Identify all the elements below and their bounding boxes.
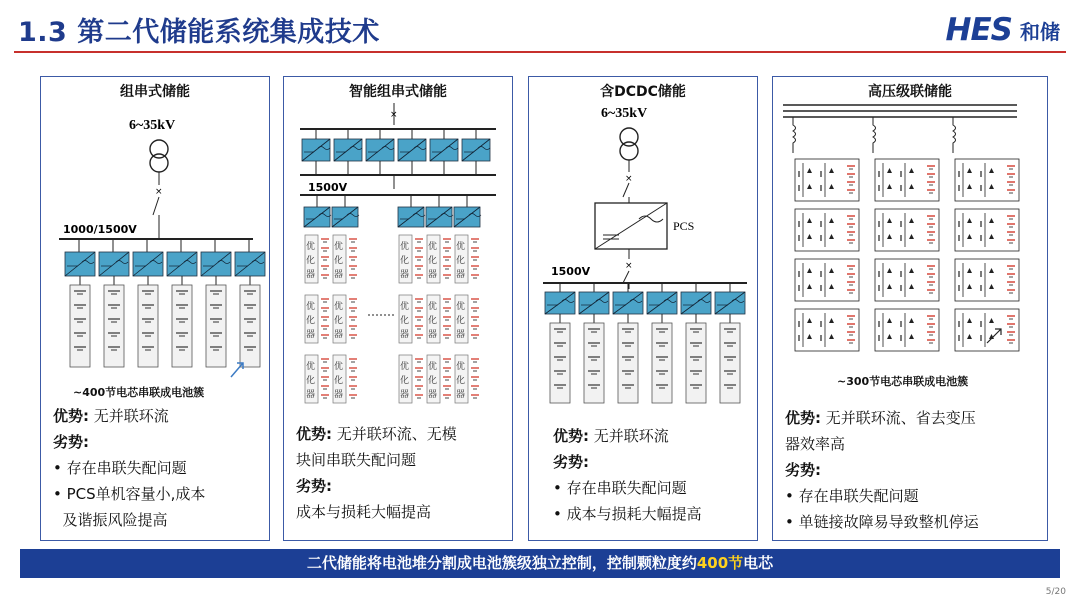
- optimizer-grid: [305, 235, 479, 403]
- panel-cascade-storage: [772, 76, 1048, 541]
- voltage-label: 6~35kV: [601, 106, 648, 121]
- optimizer-label: 器: [306, 270, 316, 280]
- dcdc-row: [545, 283, 745, 314]
- dis-label: 劣势:: [553, 453, 589, 471]
- dis-label: 劣势:: [785, 461, 821, 479]
- pcs-row: [65, 239, 265, 276]
- panel-title: 含DCDC储能: [600, 84, 686, 100]
- adv-text: 无并联环流、无模: [336, 425, 457, 443]
- dis-label: 劣势:: [53, 433, 89, 451]
- optimizer-label: 器: [428, 270, 438, 280]
- optimizer-label: 化: [456, 376, 466, 386]
- string-storage-diagram: [41, 77, 271, 407]
- optimizer-label: 化: [334, 256, 344, 266]
- optimizer-label: 器: [334, 270, 344, 280]
- dis-item: • 存在串联失配问题: [53, 459, 187, 477]
- panel-title: 智能组串式储能: [349, 84, 447, 100]
- optimizer-label: 优: [456, 302, 466, 312]
- optimizer-label: 化: [306, 256, 316, 266]
- inductor-icon: [873, 117, 876, 153]
- smart-string-diagram: [284, 77, 514, 422]
- cascade-diagram: [773, 77, 1049, 377]
- adv-text: 无并联环流、省去变压: [825, 409, 976, 427]
- optimizer-label: 优: [306, 362, 316, 372]
- cluster-caption: ~300节电芯串联成电池簇: [837, 375, 969, 388]
- battery-pack: [584, 323, 604, 403]
- panel-smart-string-storage: [283, 76, 513, 541]
- panel-dcdc-storage: [528, 76, 758, 541]
- inductor-icon: [793, 117, 796, 153]
- transformer-icon: [620, 142, 638, 160]
- bus-label: 1000/1500V: [63, 223, 137, 236]
- dis-item: • PCS单机容量小,成本: [53, 485, 206, 503]
- optimizer-label: 器: [428, 330, 438, 340]
- optimizer-label: 化: [428, 256, 438, 266]
- breaker-icon: ×: [625, 261, 633, 271]
- optimizer-label: 器: [400, 330, 410, 340]
- battery-pack: [652, 323, 672, 403]
- dis-label: 劣势:: [296, 477, 332, 495]
- battery-pack: [686, 323, 706, 403]
- optimizer-label: 器: [400, 390, 410, 400]
- hbridge-cell: [875, 259, 939, 301]
- battery-pack: [172, 285, 192, 367]
- optimizer-label: 优: [400, 362, 410, 372]
- pcs-top-row: [302, 129, 490, 175]
- optimizer-label: 器: [334, 330, 344, 340]
- adv-label: 优势:: [553, 427, 589, 445]
- optimizer-label: 化: [306, 316, 316, 326]
- adv-label: 优势:: [296, 425, 332, 443]
- optimizer-label: 优: [334, 242, 344, 252]
- company-logo: [946, 12, 1060, 48]
- cluster-caption: ~400节电芯串联成电池簇: [73, 386, 205, 399]
- optimizer-label: 优: [334, 362, 344, 372]
- logo-mark: HES: [945, 12, 1012, 48]
- optimizer-label: 优: [400, 302, 410, 312]
- hbridge-cell: [955, 259, 1019, 301]
- optimizer-label: 器: [456, 330, 466, 340]
- battery-pack: [138, 285, 158, 367]
- optimizer-label: 优: [334, 302, 344, 312]
- optimizer-label: 器: [306, 390, 316, 400]
- adv-label: 优势:: [785, 409, 821, 427]
- optimizer-label: 化: [334, 316, 344, 326]
- optimizer-label: 优: [306, 242, 316, 252]
- advantages-block: [53, 403, 205, 533]
- dcdc-row: [304, 195, 481, 227]
- optimizer-label: 化: [428, 376, 438, 386]
- advantages-block: [785, 405, 979, 535]
- transformer-icon: [150, 140, 168, 158]
- dcdc-diagram: [529, 77, 759, 407]
- dis-item: 成本与损耗大幅提高: [296, 503, 432, 521]
- battery-row: [550, 314, 740, 403]
- arrow-icon: [987, 329, 1001, 343]
- panel-string-storage: [40, 76, 270, 541]
- adv-text: 无并联环流: [593, 427, 669, 445]
- optimizer-label: 器: [456, 390, 466, 400]
- optimizer-label: 器: [428, 390, 438, 400]
- optimizer-label: 优: [456, 242, 466, 252]
- advantages-block: [296, 421, 457, 525]
- battery-pack: [618, 323, 638, 403]
- battery-pack: [720, 323, 740, 403]
- bus-label: 1500V: [551, 265, 591, 278]
- optimizer-label: 化: [306, 376, 316, 386]
- dis-item: • 成本与损耗大幅提高: [553, 505, 702, 523]
- breaker-icon: ×: [155, 187, 163, 197]
- optimizer-label: 化: [456, 316, 466, 326]
- battery-pack: [104, 285, 124, 367]
- pcs-label: PCS: [673, 219, 695, 233]
- adv-label: 优势:: [53, 407, 89, 425]
- optimizer-label: 器: [400, 270, 410, 280]
- optimizer-label: 器: [456, 270, 466, 280]
- adv-text-cont: 块间串联失配问题: [296, 451, 417, 469]
- dis-item: • 单链接故障易导致整机停运: [785, 513, 979, 531]
- panel-title: 组串式储能: [120, 84, 190, 100]
- hbridge-cell: [875, 309, 939, 351]
- dis-item: • 存在串联失配问题: [553, 479, 687, 497]
- hbridge-cell: [955, 309, 1019, 351]
- advantages-block: [553, 423, 702, 527]
- dis-item: • 存在串联失配问题: [785, 487, 919, 505]
- optimizer-label: 优: [428, 362, 438, 372]
- hbridge-cell: [795, 259, 859, 301]
- voltage-label: 6~35kV: [129, 118, 176, 133]
- optimizer-label: 化: [400, 256, 410, 266]
- dis-item: 及谐振风险提高: [62, 511, 168, 529]
- logo-text: 和储: [1020, 19, 1060, 44]
- optimizer-label: 化: [400, 376, 410, 386]
- optimizer-label: 优: [428, 302, 438, 312]
- transformer-icon: [620, 128, 638, 146]
- page-number: 5/20: [1045, 587, 1066, 597]
- transformer-icon: [150, 154, 168, 172]
- optimizer-label: 器: [306, 330, 316, 340]
- optimizer-label: 化: [456, 256, 466, 266]
- optimizer-label: 化: [400, 316, 410, 326]
- hbridge-cell: [795, 309, 859, 351]
- battery-pack: [70, 285, 90, 367]
- battery-pack: [206, 285, 226, 367]
- panel-title: 高压级联储能: [868, 84, 952, 100]
- arrow-icon: [231, 363, 243, 377]
- inductor-icon: [953, 117, 956, 153]
- optimizer-label: 优: [400, 242, 410, 252]
- optimizer-label: 器: [334, 390, 344, 400]
- battery-pack: [240, 285, 260, 367]
- battery-pack: [550, 323, 570, 403]
- optimizer-label: 优: [456, 362, 466, 372]
- optimizer-label: 化: [428, 316, 438, 326]
- adv-text: 无并联环流: [93, 407, 169, 425]
- battery-row: [70, 276, 260, 367]
- title-rule: [14, 51, 1066, 53]
- banner-highlight: 400节: [696, 554, 744, 572]
- optimizer-label: 优: [306, 302, 316, 312]
- optimizer-label: 化: [334, 376, 344, 386]
- banner-text: 二代储能将电池堆分割成电池簇级独立控制，控制颗粒度约: [306, 554, 697, 572]
- optimizer-label: 优: [428, 242, 438, 252]
- bus-label: 1500V: [308, 181, 348, 194]
- breaker-icon: ×: [625, 174, 633, 184]
- adv-text-cont: 器效率高: [785, 435, 846, 453]
- page-title: 1.3 第二代储能系统集成技术: [18, 17, 380, 48]
- breaker-icon: ×: [390, 110, 398, 120]
- summary-banner: [20, 549, 1060, 578]
- banner-text-end: 电芯: [743, 554, 774, 572]
- hbridge-grid: [793, 117, 1019, 351]
